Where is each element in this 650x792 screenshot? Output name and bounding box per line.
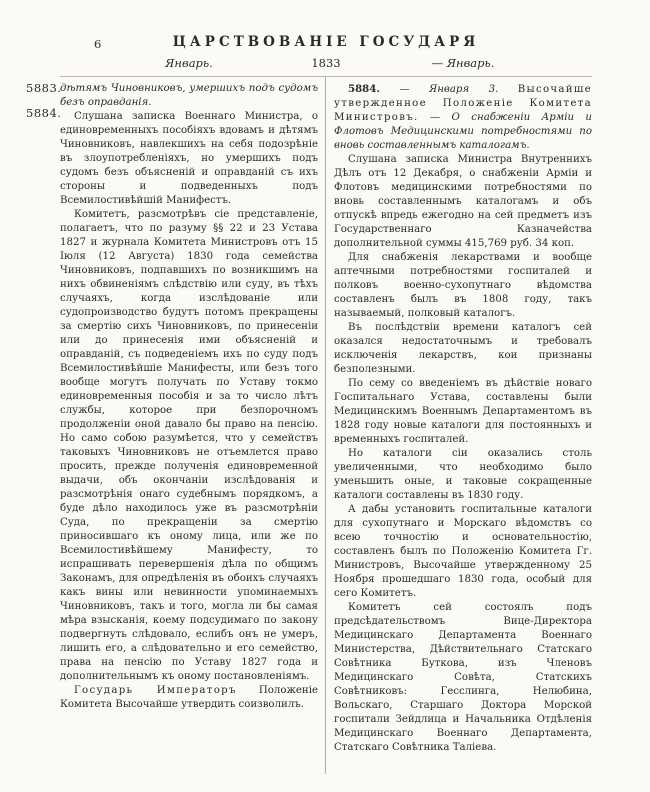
running-head-year: 1833 bbox=[311, 56, 341, 70]
running-head-right-label: Январь. bbox=[446, 56, 495, 70]
act-number: 5884. bbox=[348, 83, 380, 95]
margin-act-number-5883: 5883. bbox=[26, 81, 62, 95]
paragraph: Слушана записка Военнаго Министра, о единовременныхъ пособіяхъ вдовамъ и дѣтямъ Чиновниковъ, навлекшихъ на себя подозрѣніе въ злоупотребленіяхъ, но умершихъ подъ судомъ безъ объясненій и оправданій съ ихъ стороны и подведенныхъ подъ Всемилостивѣйшій Манифестъ. bbox=[60, 111, 318, 206]
closing-emphasis: Государь Императоръ bbox=[74, 685, 237, 696]
paragraph: Слушана записка Министра Внутреннихъ Дѣлъ отъ 12 Декабря, о снабженіи Арміи и Флотовъ медицинскими потребностями по вновь составленнымъ каталогамъ и объ отпускѣ впредь ежегодно на сей предметъ изъ Государственнаго Казначейства дополнительной суммы 415,769 руб. 34 коп. bbox=[334, 154, 592, 249]
paragraph: Но каталоги сіи оказались столь увеличенными, что необходимо было уменьшить оные, и таковые сокращенные каталоги составлены въ 1830 году. bbox=[334, 448, 592, 501]
paragraph: Комитетъ сей состоялъ подъ предсѣдательствомъ Вице-Директора Медицинскаго Департамента Военнаго Министерства, Дѣйствительнаго Статскаго Совѣтника Буткова, изъ Членовъ Медицинскаго Совѣта, Статскихъ Совѣтниковъ: Гесслинга, Нелюбина, Вольскаго, Старшаго Доктора Морской госпитали Зейдлица и Начальника Отдѣленія Медицинскаго Военнаго Департамента, Статскаго Совѣтника Таліева. bbox=[334, 602, 592, 753]
closing-rest: Положеніе Комитета Высочайше утвердить соизволилъ. bbox=[60, 685, 318, 710]
act-title: Высочайше утвержденное Положеніе Комитета Министровъ. bbox=[334, 84, 592, 123]
left-column bbox=[60, 82, 318, 712]
paragraph: А дабы установить госпитальные каталоги для сухопутнаго и Морскаго вѣдомствъ со всею точностію и основательностію, составленъ былъ по Положенію Комитета Гг. Министровъ, Высочайше утвержденному 25 Ноября прошедшаго 1830 года, особый для сего Комитетъ. bbox=[334, 504, 592, 599]
page-number: 6 bbox=[94, 37, 102, 51]
act-date: — Января 3. bbox=[399, 84, 499, 95]
running-head-right bbox=[334, 56, 592, 70]
running-head-dash: — bbox=[431, 56, 444, 70]
running-head bbox=[60, 56, 592, 72]
paragraph: Комитетъ, разсмотрѣвъ сіе представленіе, полагаетъ, что по разуму §§ 22 и 23 Устава 1827 и журнала Комитета Министровъ отъ 15 Іюля (12 Августа) 1830 года семейства Чиновниковъ, подпавшихъ по возникшимъ на нихъ обвиненіямъ слѣдствію или суду, въ тѣхъ случаяхъ, когда изслѣдованіе или судопроизводство будутъ потомъ прекращены за смертію сихъ Чиновниковъ, по принесеніи или до принесенія ими объясненій и оправданій, съ подведеніемъ ихъ по суду подъ Всемилостивѣйшіе Манифесты, или безъ того вообще могутъ получать по Уставу токмо единовременныя пособія и за то число лѣтъ службы, которое при безпорочномъ продолженіи оной давало бы право на пенсію. Но само собою разумѣется, что у семействъ таковыхъ Чиновниковъ не отъемлется право просить, прежде полученія единовременной выдачи, объ окончаніи изслѣдованія и разсмотрѣнія онаго судебнымъ порядкомъ, а буде дѣло находилось уже въ разсмотрѣніи Суда, по прекращеніи за смертію приносившаго къ оному лица, или же по Всемилостивѣйшему Манифесту, то испрашивать перевершенія дѣла по общимъ Законамъ, для опредѣленія въ обоихъ случаяхъ какъ вины или невинности упоминаемыхъ Чиновниковъ, такъ и того, могла ли бы самая мѣра взысканія, коему подсудимаго по закону подвергнуть слѣдовало, еслибъ онъ не умеръ, лишить его, а слѣдовательно и его семейство, права на пенсію по Уставу 1827 года и дополнительнымъ къ оному постановленіямъ. bbox=[60, 209, 318, 682]
running-head-left: Январь. bbox=[165, 56, 213, 70]
margin-act-number-5884: 5884. bbox=[26, 106, 62, 120]
closing-paragraph bbox=[60, 684, 318, 712]
column-divider bbox=[325, 76, 326, 774]
act-5884-heading bbox=[334, 82, 592, 153]
paragraph: Для снабженія лекарствами и вообще аптечными потребностями госпиталей и полковъ военно-сухопутнаго вѣдомства составленъ былъ въ 1808 году, такъ называемый, полковый каталогъ. bbox=[334, 252, 592, 319]
page-title: ЦАРСТВОВАНІЕ ГОСУДАРЯ bbox=[172, 34, 480, 50]
act-5883-title-tail: дѣтямъ Чиновниковъ, умершихъ подъ судомъ безъ оправданія. bbox=[60, 83, 318, 108]
paragraph: По сему со введеніемъ въ дѣйствіе новаго Госпитальнаго Устава, составлены были Медицинскимъ Военнымъ Департаментомъ въ 1828 году новые каталоги для постоянныхъ и временныхъ госпиталей. bbox=[334, 378, 592, 445]
right-column bbox=[334, 82, 592, 755]
header-rule bbox=[60, 76, 592, 77]
paragraph: Въ послѣдствіи времени каталогъ сей оказался недостаточнымъ и требовалъ исключенія лекарствъ, кои признаны безполезными. bbox=[334, 322, 592, 375]
act-subtitle: — О снабженіи Арміи и Флотовъ Медицинскими потребностями по вновь составленнымъ каталогамъ. bbox=[334, 112, 592, 151]
